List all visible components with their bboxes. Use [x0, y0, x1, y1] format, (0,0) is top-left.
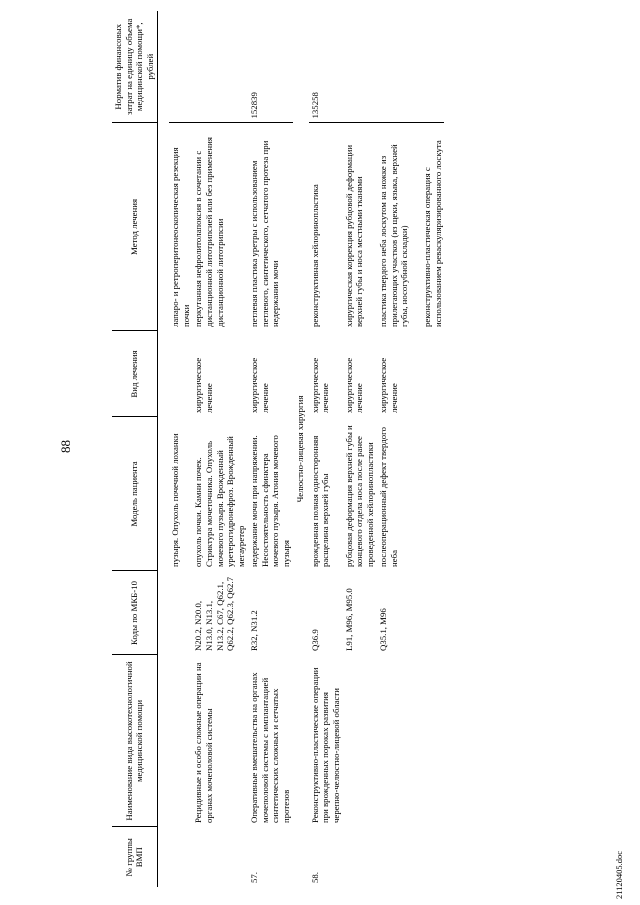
treatment-method-cell: перкутанная нефролитолапоксия в сочетании с дистанционной литотрипсией или без применения дистанционной литотрипсии — [192, 123, 248, 331]
treatment-table — [112, 11, 444, 887]
treatment-kind-cell: хирургическое лечение — [248, 357, 270, 413]
icd-codes-cell: R32, N31.2 — [248, 610, 259, 651]
patient-model-cell: недержание мочи при напряжении. Несостоятельность сфинктера мочевого пузыря. Атония мочевого пузыря — [248, 435, 292, 567]
section-row — [293, 11, 309, 887]
group-number-cell: 57. — [248, 872, 259, 883]
cost-norm-cell: 135258 — [309, 92, 320, 119]
section-title: Челюстно-лицевая хирургия — [294, 395, 305, 503]
header-patient-model: Модель пациента — [112, 417, 157, 571]
icd-codes-cell: Q35.1, M96 — [377, 608, 388, 651]
icd-codes-cell: N20.2, N20.0, N13.0, N13.1, N13.2, C67, Q62.1, Q62.2, Q62.3, Q62.7 — [193, 576, 236, 651]
treatment-method-cell: лапаро- и ретроперитонеоскопическая резекция почки — [169, 123, 192, 331]
header-treatment-kind: Вид лечения — [112, 331, 157, 417]
table-row — [248, 11, 293, 887]
table-row — [377, 11, 445, 887]
care-type-cell: Реконструктивно-пластические операции при врожденных пороках развития черепно-челюстно-лицевой области — [309, 667, 341, 823]
treatment-method-cell: реконструктивная хейлоринопластика — [309, 123, 343, 331]
table-row — [169, 11, 192, 887]
treatment-method-cell — [377, 123, 445, 331]
file-reference: 21120405.doc — [614, 850, 624, 899]
treatment-kind-cell: хирургическое лечение — [343, 357, 365, 413]
icd-codes-cell: Q36.9 — [309, 629, 320, 651]
table-row — [343, 11, 377, 887]
cost-norm-cell: 152839 — [248, 92, 259, 119]
patient-model-cell: опухоль почки. Камни почек. Стриктура мочеточника. Опухоль мочевого пузыря. Врожденный уретерогидронефроз. Врожденный мегауретер — [193, 436, 247, 567]
treatment-kind-cell: хирургическое лечение — [309, 357, 331, 413]
patient-model-cell: рубцовая деформация верхней губы и концевого отдела носа после ранее проведенной хейлоринопластики — [343, 425, 376, 567]
patient-model-cell: врожденная полная односторонняя расщелина верхней губы — [309, 435, 331, 567]
treatment-method-cell: петлевая пластика уретры с использованием петлевого, синтетического, сетчатого протеза при недержании мочи — [248, 123, 293, 331]
icd-codes-cell: L91, M96, M95.0 — [343, 588, 354, 651]
treatment-method-cell: хирургическая коррекция рубцовой деформации верхней губы и носа местными тканями — [343, 123, 377, 331]
header-care-type: Наименование вида высокотехнологичной медицинской помощи — [112, 655, 157, 827]
header-icd-codes: Коды по МКБ-10 — [112, 571, 157, 655]
header-group-number: № группы ВМП — [112, 827, 157, 887]
patient-model-cell: послеоперационный дефект твердого неба — [377, 427, 399, 567]
treatment-method-text-alt: реконструктивно-пластическая операция с использованием реваскуляризированного лоскута — [421, 140, 443, 327]
treatment-kind-cell: хирургическое лечение — [193, 357, 215, 413]
page-number: 88 — [58, 440, 73, 453]
care-type-cell: Оперативные вмешательства на органах мочеполовой системы с имплантацией синтетических сложных и сетчатых протезов — [248, 672, 292, 823]
header-cost-norm: Норматив финансовых затрат на единицу объема медицинской помощи*, рублей — [112, 11, 157, 123]
header-treatment-method: Метод лечения — [112, 123, 157, 331]
patient-model-cell: пузыря. Опухоль почечной лоханки — [169, 433, 180, 567]
group-number-cell: 58. — [309, 872, 320, 883]
table-header-row — [112, 11, 157, 887]
treatment-method-text: пластика твердого неба лоскутом на ножке из прилегающих участков (из щеки, языка, верхней губы, носогубной складки) — [377, 144, 410, 327]
table-row — [309, 11, 343, 887]
table-spacer-row — [157, 11, 169, 887]
table-row — [192, 11, 248, 887]
care-type-cell: Рецидивные и особо сложные операции на органах мочеполовой системы — [193, 662, 215, 823]
treatment-kind-cell: хирургическое лечение — [377, 357, 399, 413]
